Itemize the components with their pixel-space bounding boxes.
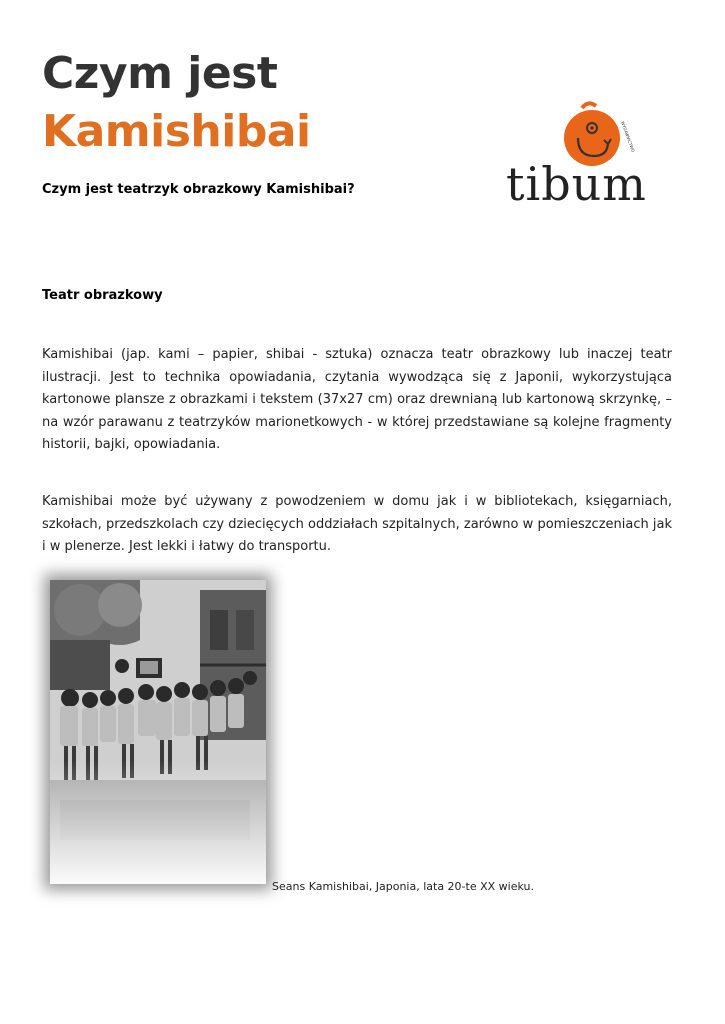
- tibum-logo: [500, 100, 650, 212]
- historical-photo: [50, 580, 266, 884]
- photo-caption: Seans Kamishibai, Japonia, lata 20-te XX wieku.: [272, 880, 534, 893]
- logo-wordmark: tibum: [506, 157, 647, 211]
- paragraph-2: Kamishibai może być używany z powodzeniem w domu jak i w bibliotekach, księgarniach, szkołach, przedszkolach czy dziecięcych oddziałach szpitalnych, zarówno w pomieszczeniach jak i w plenerze. Jest lekki i łatwy do transportu.: [42, 494, 672, 554]
- subtitle: Czym jest teatrzyk obrazkowy Kamishibai?: [42, 182, 355, 197]
- paragraph-1: Kamishibai (jap. kami – papier, shibai - sztuka) oznacza teatr obrazkowy lub inaczej teatr ilustracji. Jest to technika opowiadania, czytania wywodząca się z Japonii, wykorzystująca kartonowe plansze z obrazkami i tekstem (37x27 cm) oraz drewnianą lub kartonową skrzynkę, – na wzór parawanu z teatrzyków marionetkowych - w której przedstawiane są kolejne fragmenty historii, bajki, opowiadania.: [42, 347, 672, 452]
- section-heading: Teatr obrazkowy: [42, 288, 163, 303]
- title-line-2: Kamishibai: [42, 106, 311, 157]
- title-line-1: Czym jest: [42, 48, 278, 99]
- logo-small-text: WYDAWNICTWO: [620, 120, 636, 153]
